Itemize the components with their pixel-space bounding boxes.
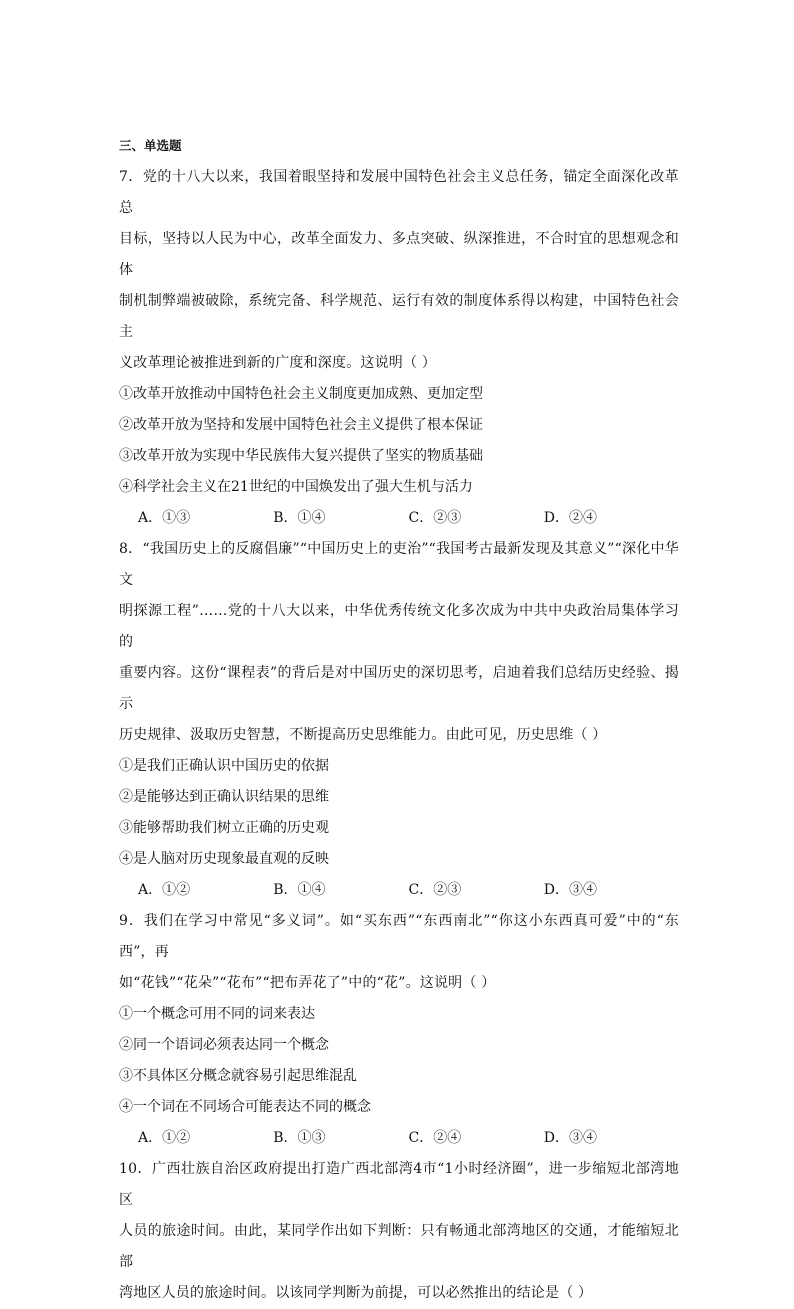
answer-options	[119, 1123, 679, 1154]
question-7	[119, 162, 679, 534]
statement: ③不具体区分概念就容易引起思维混乱	[119, 1068, 357, 1084]
question-stem-line: 7．党的十八大以来，我国着眼坚持和发展中国特色社会主义总任务，锚定全面深化改革总	[119, 169, 679, 216]
answer-option-d[interactable]: D．③④	[543, 1130, 597, 1146]
answer-option-c[interactable]: C．②③	[408, 510, 462, 526]
answer-option-b[interactable]: B．①④	[273, 882, 326, 898]
answer-option-d[interactable]: D．②④	[543, 510, 597, 526]
section-title: 三、单选题	[119, 138, 182, 153]
answer-option-c[interactable]: C．②④	[408, 1130, 462, 1146]
question-9	[119, 906, 679, 1154]
statement: ④一个词在不同场合可能表达不同的概念	[119, 1099, 371, 1115]
answer-option-a[interactable]: A．①②	[138, 882, 191, 898]
answer-option-a[interactable]: A．①②	[138, 1130, 191, 1146]
question-stem-line: 目标，坚持以人民为中心，改革全面发力、多点突破、纵深推进，不合时宜的思想观念和体	[119, 231, 679, 278]
exam-page	[119, 136, 679, 1309]
answer-options	[119, 503, 679, 534]
statement: ②改革开放为坚持和发展中国特色社会主义提供了根本保证	[119, 417, 483, 433]
question-stem-line: 湾地区人员的旅途时间。以该同学判断为前提，可以必然推出的结论是（ ）	[119, 1285, 593, 1301]
answer-option-c[interactable]: C．②③	[408, 882, 462, 898]
statement: ③改革开放为实现中华民族伟大复兴提供了坚实的物质基础	[119, 448, 483, 464]
statement: ④是人脑对历史现象最直观的反映	[119, 851, 329, 867]
question-stem-line: 人员的旅途时间。由此，某同学作出如下判断：只有畅通北部湾地区的交通，才能缩短北部	[119, 1223, 679, 1270]
answer-options	[119, 875, 679, 906]
statement: ④科学社会主义在21世纪的中国焕发出了强大生机与活力	[119, 479, 473, 495]
question-stem-line: 义改革理论被推进到新的广度和深度。这说明（ ）	[119, 355, 437, 371]
answer-option-d[interactable]: D．③④	[543, 882, 597, 898]
question-stem-line: 如“花钱”“花朵”“花布”“把布弄花了”中的“花”。这说明（ ）	[119, 975, 496, 991]
question-stem-line: 9．我们在学习中常见“多义词”。如“买东西”“东西南北”“你这小东西真可爱”中的“东西”，再	[119, 913, 679, 960]
question-stem-line: 重要内容。这份“课程表”的背后是对中国历史的深切思考，启迪着我们总结历史经验、揭示	[119, 665, 679, 712]
statement: ③能够帮助我们树立正确的历史观	[119, 820, 329, 836]
question-stem-line: 明探源工程”……党的十八大以来，中华优秀传统文化多次成为中共中央政治局集体学习的	[119, 603, 679, 650]
question-stem-line: 8．“我国历史上的反腐倡廉”“中国历史上的吏治”“我国考古最新发现及其意义”“深化中华文	[119, 541, 679, 588]
answer-option-b[interactable]: B．①④	[273, 510, 326, 526]
statement: ②是能够达到正确认识结果的思维	[119, 789, 329, 805]
statement: ②同一个语词必须表达同一个概念	[119, 1037, 329, 1053]
answer-option-a[interactable]: A．①③	[138, 510, 191, 526]
answer-option-b[interactable]: B．①③	[273, 1130, 326, 1146]
statement: ①改革开放推动中国特色社会主义制度更加成熟、更加定型	[119, 386, 483, 402]
question-stem-line: 历史规律、汲取历史智慧，不断提高历史思维能力。由此可见，历史思维（ ）	[119, 727, 607, 743]
statement: ①一个概念可用不同的词来表达	[119, 1006, 315, 1022]
question-10	[119, 1154, 679, 1309]
question-8	[119, 534, 679, 906]
question-stem-line: 制机制弊端被破除，系统完备、科学规范、运行有效的制度体系得以构建，中国特色社会主	[119, 293, 679, 340]
statement: ①是我们正确认识中国历史的依据	[119, 758, 329, 774]
question-stem-line: 10．广西壮族自治区政府提出打造广西北部湾4市“1小时经济圈”，进一步缩短北部湾地区	[119, 1161, 679, 1208]
